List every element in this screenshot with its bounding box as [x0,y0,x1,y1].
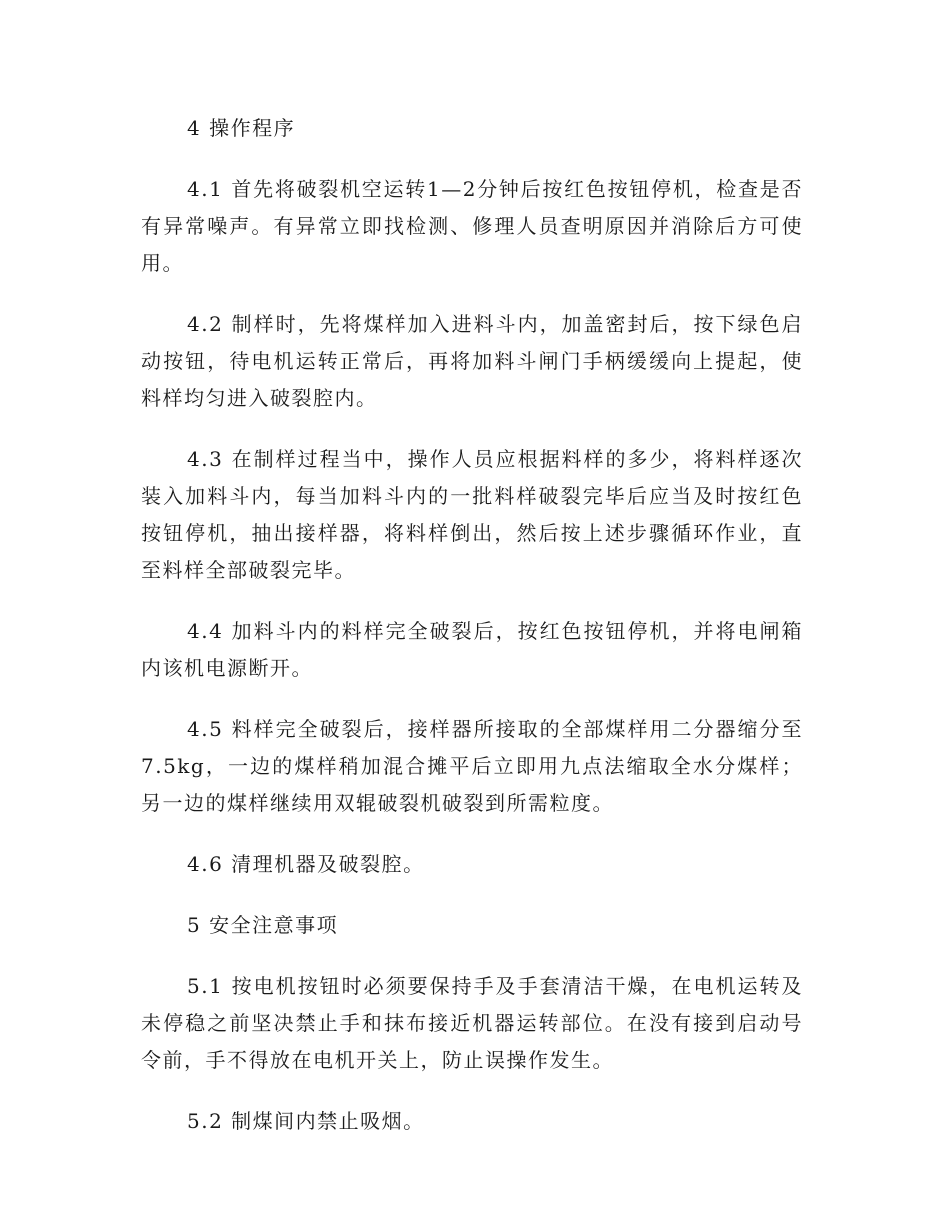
paragraph-4-6: 4.6 清理机器及破裂腔。 [187,852,425,876]
section-heading-operation: 4 操作程序 [187,116,296,140]
paragraph-5-1: 5.1 按电机按钮时必须要保持手及手套清洁干燥，在电机运转及未停稳之前坚决禁止手和抹布接近机器运转部位。在没有接到启动号令前，手不得放在电机开关上，防止误操作发生。 [141,974,803,1072]
paragraph-4-1: 4.1 首先将破裂机空运转1—2分钟后按红色按钮停机，检查是否有异常噪声。有异常立即找检测、修理人员查明原因并消除后方可使用。 [141,177,803,275]
document-body [141,110,803,1140]
paragraph-4-2: 4.2 制样时，先将煤样加入进料斗内，加盖密封后，按下绿色启动按钮，待电机运转正常后，再将加料斗闸门手柄缓缓向上提起，使料样均匀进入破裂腔内。 [141,312,803,410]
paragraph-5-2: 5.2 制煤间内禁止吸烟。 [187,1109,425,1133]
paragraph-4-5: 4.5 料样完全破裂后，接样器所接取的全部煤样用二分器缩分至7.5kg，一边的煤样稍加混合摊平后立即用九点法缩取全水分煤样；另一边的煤样继续用双辊破裂机破裂到所需粒度。 [141,717,803,815]
paragraph-4-4: 4.4 加料斗内的料样完全破裂后，按红色按钮停机，并将电闸箱内该机电源断开。 [141,619,803,680]
section-heading-safety: 5 安全注意事项 [187,913,339,937]
paragraph-4-3: 4.3 在制样过程当中，操作人员应根据料样的多少，将料样逐次装入加料斗内，每当加料斗内的一批料样破裂完毕后应当及时按红色按钮停机，抽出接样器，将料样倒出，然后按上述步骤循环作业，直至料样全部破裂完毕。 [141,447,803,582]
